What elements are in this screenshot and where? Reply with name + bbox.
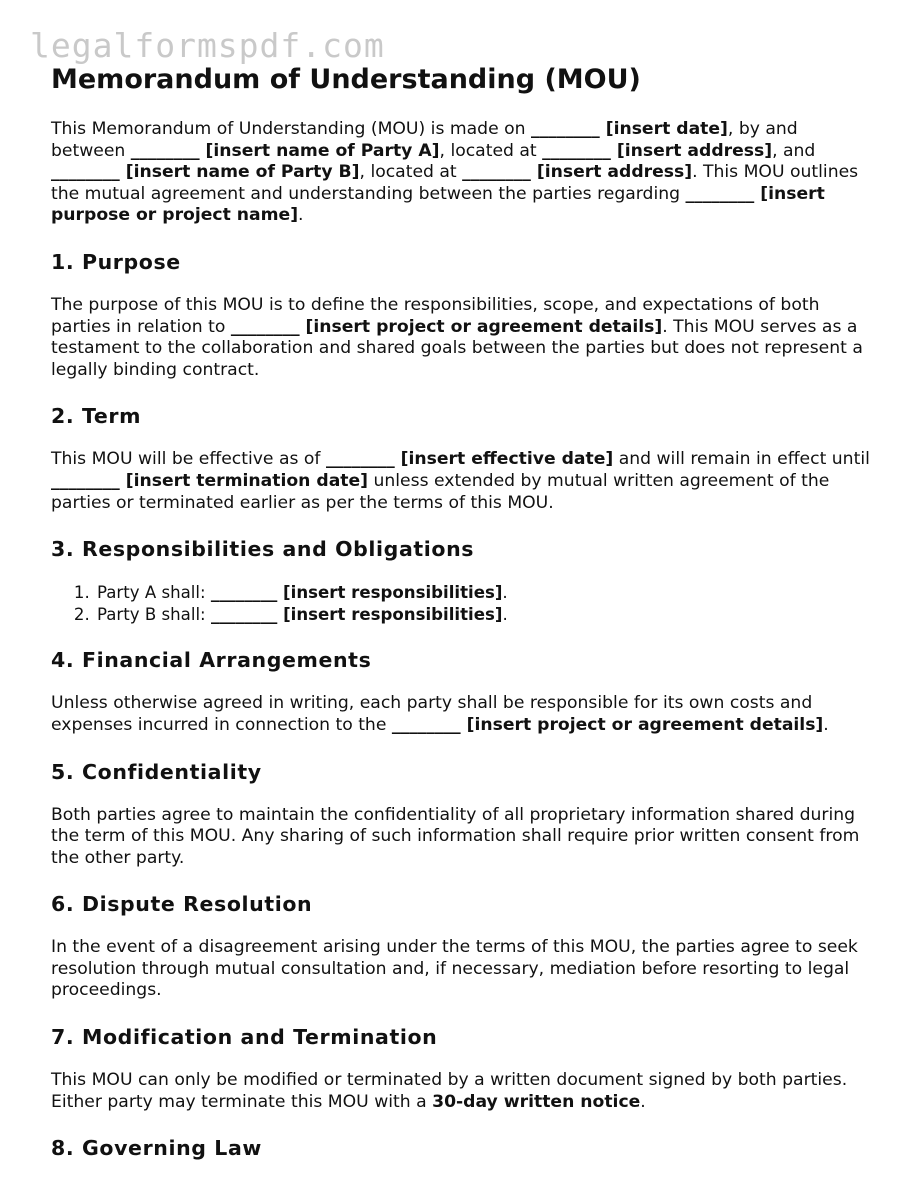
document-title: Memorandum of Understanding (MOU)	[51, 64, 641, 95]
address-a-blank: ________ [insert address]	[542, 140, 773, 161]
financial-paragraph	[51, 693, 876, 736]
financial-text: .	[823, 714, 829, 735]
party-b-label: Party B shall:	[97, 604, 211, 624]
purpose-text: . This MOU serves as a testament to the collaboration and shared goals between the parties but does not represent a legally binding contract.	[51, 316, 863, 380]
section-heading-financial: 4. Financial Arrangements	[51, 648, 372, 673]
section-heading-confidentiality: 5. Confidentiality	[51, 759, 262, 784]
document-page	[51, 62, 876, 1161]
intro-text: , located at	[359, 162, 463, 183]
section-heading-purpose: 1. Purpose	[51, 249, 181, 274]
dispute-paragraph: In the event of a disagreement arising under the terms of this MOU, the parties agree to seek resolution through mutual consultation and, if necessary, mediation before resorting to legal proceedings.	[51, 937, 858, 1001]
intro-text: , by and between	[51, 119, 798, 161]
section-heading-dispute: 6. Dispute Resolution	[51, 892, 313, 917]
intro-paragraph	[51, 119, 876, 227]
list-item	[95, 582, 876, 604]
purpose-text: The purpose of this MOU is to define the responsibilities, scope, and expectations of both parties in relation to	[51, 294, 820, 337]
financial-text: Unless otherwise agreed in writing, each party shall be responsible for its own costs and expenses incurred in connection to the	[51, 693, 813, 735]
watermark: legalformspdf.com	[30, 26, 385, 65]
date-blank: ________ [insert date]	[530, 119, 728, 139]
intro-text: , and	[772, 140, 816, 161]
modification-text: This MOU can only be modified or terminated by a written document signed by both parties. Either party may terminate this MOU with a	[51, 1070, 848, 1112]
term-text: This MOU will be effective as of	[51, 449, 326, 470]
financial-details-blank: ________ [insert project or agreement details]	[391, 714, 824, 735]
list-item-end: .	[502, 604, 508, 624]
modification-paragraph	[51, 1070, 876, 1113]
intro-text: .	[298, 205, 304, 226]
section-heading-responsibilities: 3. Responsibilities and Obligations	[51, 537, 475, 562]
intro-text: This Memorandum of Understanding (MOU) is made on	[51, 119, 531, 139]
termination-date-blank: ________ [insert termination date]	[51, 470, 369, 491]
party-a-label: Party A shall:	[97, 583, 211, 603]
party-b-blank: ________ [insert name of Party B]	[51, 162, 360, 183]
term-text: and will remain in effect until	[613, 449, 870, 470]
list-item	[95, 604, 876, 626]
section-heading-term: 2. Term	[51, 404, 142, 429]
term-paragraph	[51, 449, 876, 514]
term-text: unless extended by mutual written agreement of the parties or terminated earlier as per the terms of this MOU.	[51, 470, 830, 513]
purpose-paragraph	[51, 295, 876, 381]
notice-period: 30-day written notice	[432, 1091, 641, 1112]
list-item-end: .	[502, 583, 508, 603]
party-a-blank: ________ [insert name of Party A]	[130, 140, 440, 161]
confidentiality-paragraph: Both parties agree to maintain the confidentiality of all proprietary information shared during the term of this MOU. Any sharing of such information shall require prior written consent from the other party.	[51, 804, 860, 868]
intro-text: . This MOU outlines the mutual agreement and understanding between the parties regarding	[51, 162, 859, 204]
section-heading-modification: 7. Modification and Termination	[51, 1025, 438, 1050]
effective-date-blank: ________ [insert effective date]	[325, 449, 614, 470]
project-details-blank: ________ [insert project or agreement details]	[230, 316, 663, 337]
purpose-blank: ________ [insert purpose or project name]	[51, 183, 825, 226]
modification-text: .	[640, 1091, 646, 1112]
party-a-responsibilities-blank: ________ [insert responsibilities]	[210, 583, 503, 603]
responsibilities-list	[51, 582, 876, 625]
intro-text: , located at	[439, 140, 543, 161]
party-b-responsibilities-blank: ________ [insert responsibilities]	[210, 604, 503, 624]
section-heading-governing-law: 8. Governing Law	[51, 1136, 262, 1161]
address-b-blank: ________ [insert address]	[462, 162, 693, 183]
